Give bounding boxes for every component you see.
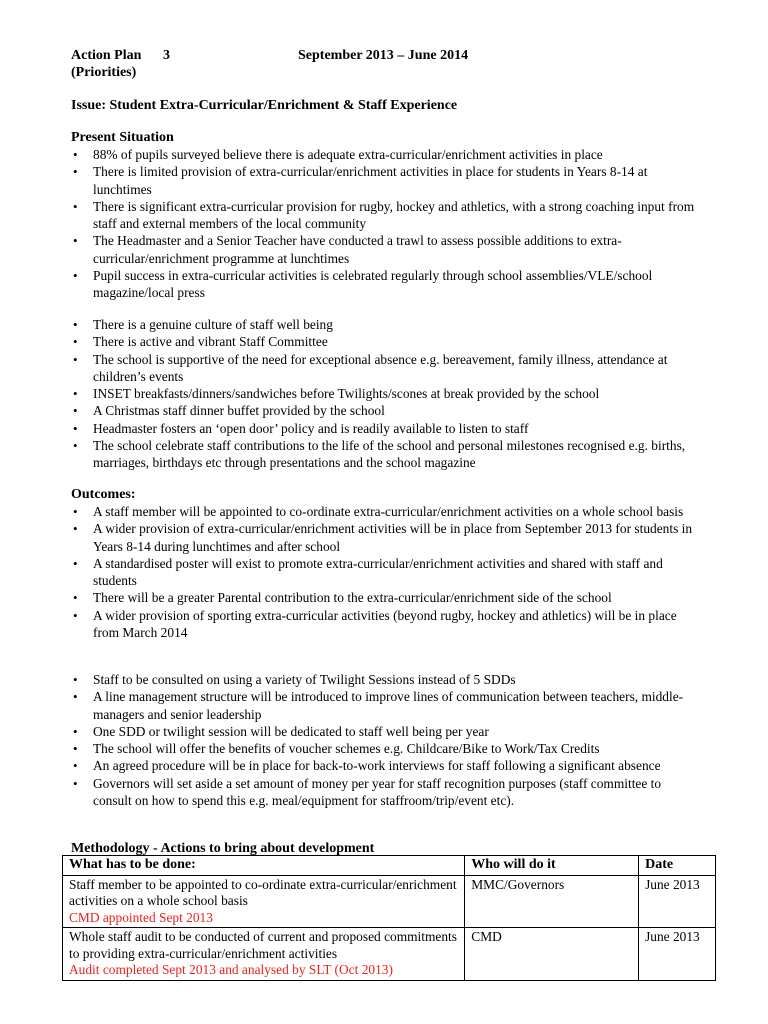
progress-note: CMD appointed Sept 2013 — [69, 909, 213, 925]
cell-date: June 2013 — [639, 928, 716, 981]
list-item: • A standardised poster will exist to promote extra-curricular/enrichment activities and shared with staff and students — [71, 555, 701, 590]
cell-what — [63, 928, 465, 981]
plan-subtitle: (Priorities) — [71, 65, 137, 80]
list-item: • An agreed procedure will be in place for back-to-work interviews for staff following a significant absence — [71, 757, 701, 774]
list-item: • Pupil success in extra-curricular activities is celebrated regularly through school assemblies/VLE/school magazine/local press — [71, 267, 701, 302]
list-item: • The school celebrate staff contributions to the life of the school and personal milestones recognised e.g. births, marriages, birthdays etc through presentations and the school magazine — [71, 437, 701, 472]
issue-heading: Issue: Student Extra-Curricular/Enrichment & Staff Experience — [71, 98, 458, 113]
cell-who: CMD — [465, 928, 639, 981]
cell-date: June 2013 — [639, 875, 716, 928]
present-situation-list-2 — [71, 316, 701, 472]
list-item: • There is significant extra-curricular provision for rugby, hockey and athletics, with a strong coaching input from staff and external members of the local community — [71, 198, 701, 233]
list-item: • There is limited provision of extra-curricular/enrichment activities in place for students in Years 8-14 at lunchtimes — [71, 163, 701, 198]
list-item: • A wider provision of sporting extra-curricular activities (beyond rugby, hockey and athletics) will be in place from March 2014 — [71, 607, 701, 642]
plan-number: 3 — [163, 48, 170, 63]
column-header-what: What has to be done: — [63, 856, 465, 876]
outcomes-heading: Outcomes: — [71, 487, 136, 502]
cell-what — [63, 875, 465, 928]
present-situation-heading: Present Situation — [71, 130, 174, 145]
list-item: • The school is supportive of the need for exceptional absence e.g. bereavement, family illness, attendance at children’s events — [71, 351, 701, 386]
list-item: • A wider provision of extra-curricular/enrichment activities will be in place from September 2013 for students in Years 8-14 during lunchtimes and after school — [71, 520, 701, 555]
present-situation-list-1 — [71, 146, 701, 302]
action-text: Staff member to be appointed to co-ordinate extra-curricular/enrichment activities on a whole school basis — [69, 876, 457, 908]
list-item: • Staff to be consulted on using a variety of Twilight Sessions instead of 5 SDDs — [71, 671, 701, 688]
list-item: • A staff member will be appointed to co-ordinate extra-curricular/enrichment activities on a whole school basis — [71, 503, 701, 520]
outcomes-list-1 — [71, 503, 701, 641]
list-item: • Headmaster fosters an ‘open door’ policy and is readily available to listen to staff — [71, 420, 701, 437]
list-item: • There will be a greater Parental contribution to the extra-curricular/enrichment side of the school — [71, 589, 701, 606]
outcomes-list-2 — [71, 671, 701, 809]
list-item: • The Headmaster and a Senior Teacher have conducted a trawl to assess possible additions to extra-curricular/enrichment programme at lunchtimes — [71, 232, 701, 267]
list-item: • There is a genuine culture of staff well being — [71, 316, 701, 333]
progress-note: Audit completed Sept 2013 and analysed by SLT (Oct 2013) — [69, 962, 393, 977]
table-row — [63, 875, 716, 928]
list-item: • One SDD or twilight session will be dedicated to staff well being per year — [71, 723, 701, 740]
column-header-who: Who will do it — [465, 856, 639, 876]
column-header-date: Date — [639, 856, 716, 876]
action-text: Whole staff audit to be conducted of current and proposed commitments to providing extra-curricular/enrichment activities — [69, 929, 457, 961]
list-item: • 88% of pupils surveyed believe there is adequate extra-curricular/enrichment activities in place — [71, 146, 701, 163]
table-row — [63, 928, 716, 981]
list-item: • INSET breakfasts/dinners/sandwiches before Twilights/scones at break provided by the school — [71, 385, 701, 402]
table-header-row — [63, 856, 716, 876]
list-item: • A line management structure will be introduced to improve lines of communication between teachers, middle-managers and senior leadership — [71, 688, 701, 723]
plan-title: Action Plan — [71, 48, 142, 63]
list-item: • The school will offer the benefits of voucher schemes e.g. Childcare/Bike to Work/Tax Credits — [71, 740, 701, 757]
list-item: • Governors will set aside a set amount of money per year for staff recognition purposes (staff committee to consult on how to spend this e.g. meal/equipment for staffroom/trip/event etc). — [71, 775, 701, 810]
list-item: • There is active and vibrant Staff Committee — [71, 333, 701, 350]
plan-dates: September 2013 – June 2014 — [298, 48, 469, 63]
methodology-table — [62, 855, 716, 981]
methodology-heading: Methodology - Actions to bring about development — [71, 841, 375, 856]
list-item: • A Christmas staff dinner buffet provided by the school — [71, 402, 701, 419]
cell-who: MMC/Governors — [465, 875, 639, 928]
